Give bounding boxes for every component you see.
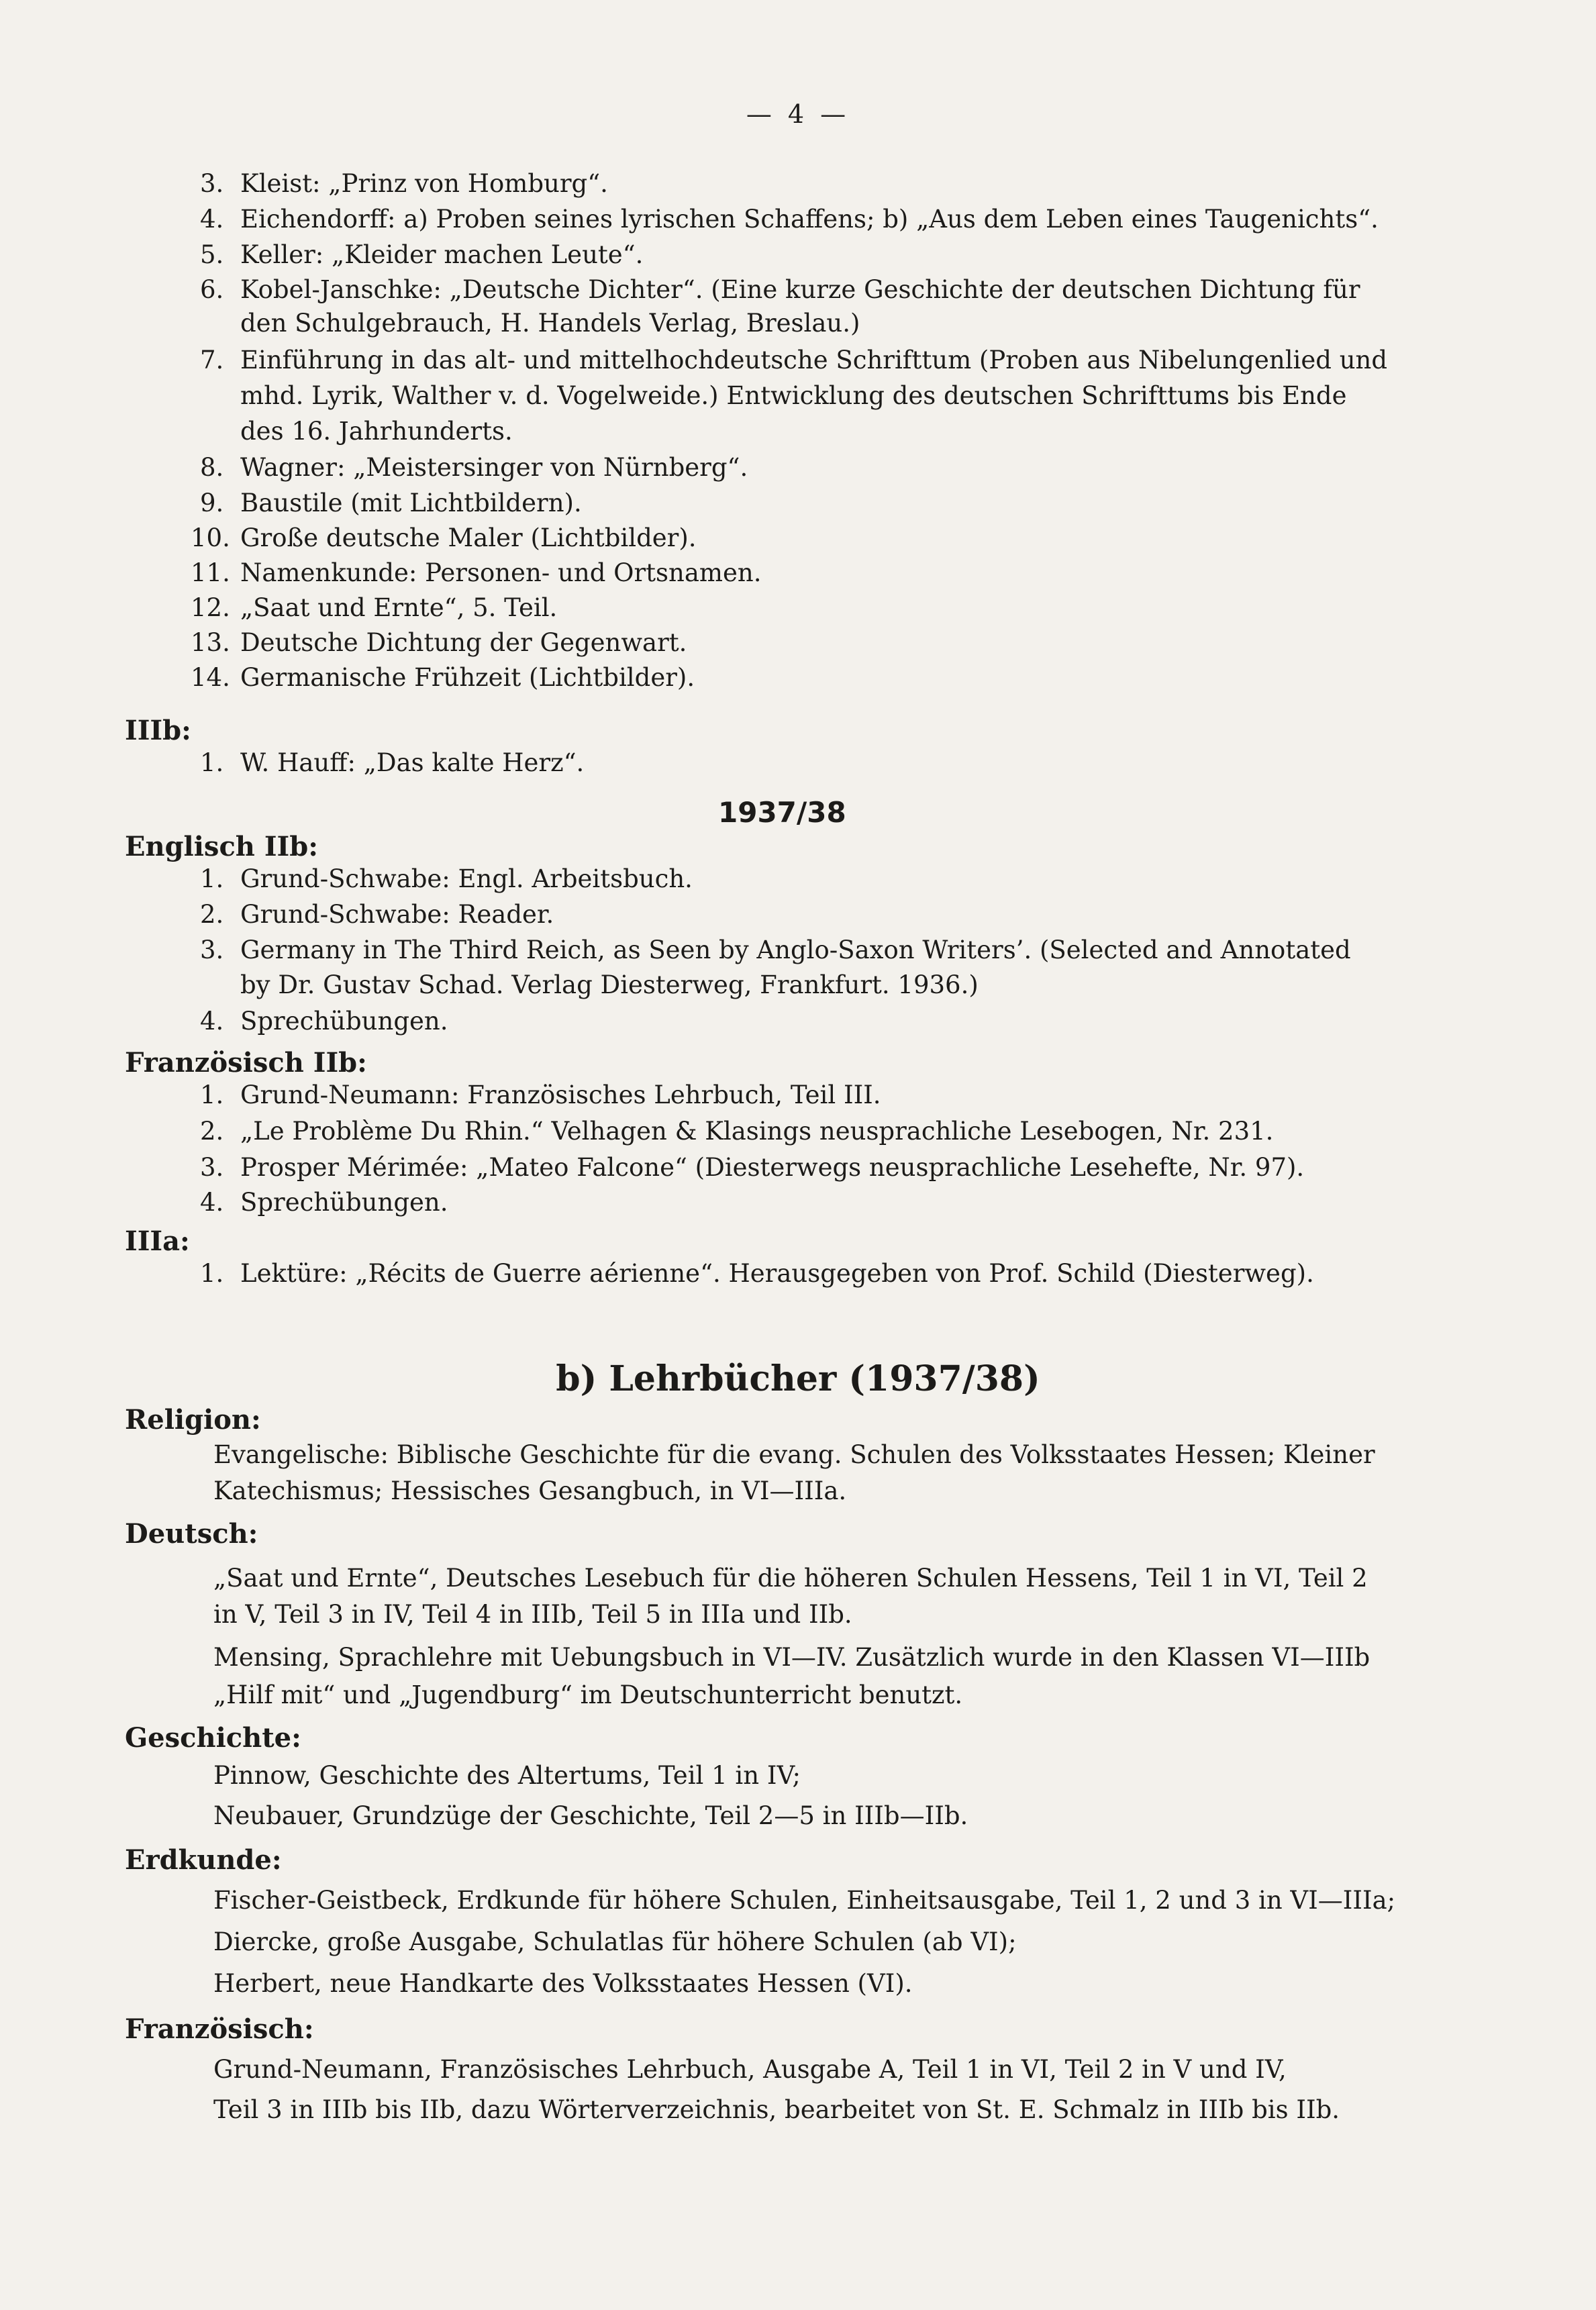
year-heading: 1937/38 bbox=[718, 796, 846, 829]
list-item-text: Grund-Schwabe: Reader. bbox=[240, 900, 554, 929]
list-item-number: 2. bbox=[200, 900, 224, 929]
list-item-number: 12. bbox=[191, 593, 230, 622]
list-item-text: Baustile (mit Lichtbildern). bbox=[240, 489, 582, 517]
list-item-text: „Saat und Ernte“, 5. Teil. bbox=[240, 593, 558, 622]
subject-text: Neubauer, Grundzüge der Geschichte, Teil 2—5 in IIIb—IIb. bbox=[213, 1801, 968, 1830]
subject-text: Pinnow, Geschichte des Altertums, Teil 1 in IV; bbox=[213, 1761, 801, 1790]
list-item-text: den Schulgebrauch, H. Handels Verlag, Breslau.) bbox=[240, 309, 860, 338]
subject-heading-erdkunde: Erdkunde: bbox=[125, 1844, 282, 1876]
list-item-text: Prosper Mérimée: „Mateo Falcone“ (Diesterwegs neusprachliche Lesehefte, Nr. 97). bbox=[240, 1153, 1305, 1182]
list-item-number: 7. bbox=[200, 346, 224, 374]
list-item-number: 6. bbox=[200, 275, 224, 304]
page-number: — 4 — bbox=[746, 99, 850, 129]
list-item-number: 10. bbox=[191, 523, 230, 552]
list-item-number: 1. bbox=[200, 1259, 224, 1288]
list-item-number: 3. bbox=[200, 169, 224, 198]
subject-heading-franzoesisch: Französisch IIb: bbox=[125, 1047, 367, 1078]
list-item-text: Keller: „Kleider machen Leute“. bbox=[240, 240, 644, 269]
list-item-number: 13. bbox=[191, 628, 230, 657]
list-item-text: Deutsche Dichtung der Gegenwart. bbox=[240, 628, 687, 657]
list-item-text: by Dr. Gustav Schad. Verlag Diesterweg, Frankfurt. 1936.) bbox=[240, 970, 979, 999]
subject-text: Herbert, neue Handkarte des Volksstaates Hessen (VI). bbox=[213, 1969, 913, 1998]
subject-text: Teil 3 in IIIb bis IIb, dazu Wörterverzeichnis, bearbeitet von St. E. Schmalz in IIIb bis IIb. bbox=[213, 2095, 1340, 2124]
list-item-number: 9. bbox=[200, 489, 224, 517]
section-title: b) Lehrbücher (1937/38) bbox=[556, 1358, 1040, 1399]
list-item-number: 3. bbox=[200, 936, 224, 964]
class-heading-IIIb: IIIb: bbox=[125, 715, 191, 746]
list-item-text: Grund-Neumann: Französisches Lehrbuch, Teil III. bbox=[240, 1081, 881, 1109]
list-item-number: 5. bbox=[200, 240, 224, 269]
subject-text: „Hilf mit“ und „Jugendburg“ im Deutschunterricht benutzt. bbox=[213, 1680, 963, 1709]
list-item-text: mhd. Lyrik, Walther v. d. Vogelweide.) Entwicklung des deutschen Schrifttums bis Ende bbox=[240, 381, 1347, 410]
list-item-text: Lektüre: „Récits de Guerre aérienne“. Herausgegeben von Prof. Schild (Diesterweg). bbox=[240, 1259, 1314, 1288]
subject-text: in V, Teil 3 in IV, Teil 4 in IIIb, Teil 5 in IIIa und IIb. bbox=[213, 1600, 852, 1629]
list-item-number: 4. bbox=[200, 205, 224, 234]
list-item-text: Kleist: „Prinz von Homburg“. bbox=[240, 169, 608, 198]
list-item-text: Grund-Schwabe: Engl. Arbeitsbuch. bbox=[240, 864, 693, 893]
subject-text: Mensing, Sprachlehre mit Uebungsbuch in VI—IV. Zusätzlich wurde in den Klassen VI—IIIb bbox=[213, 1643, 1370, 1672]
list-item-text: „Le Problème Du Rhin.“ Velhagen & Klasings neusprachliche Lesebogen, Nr. 231. bbox=[240, 1117, 1274, 1146]
list-item-text: Sprechübungen. bbox=[240, 1188, 448, 1217]
list-item-number: 14. bbox=[191, 663, 230, 692]
list-item-number: 11. bbox=[191, 558, 230, 587]
list-item-text: Germanische Frühzeit (Lichtbilder). bbox=[240, 663, 695, 692]
subject-heading-geschichte: Geschichte: bbox=[125, 1722, 301, 1754]
list-item-number: 2. bbox=[200, 1117, 224, 1146]
list-item-text: Kobel-Janschke: „Deutsche Dichter“. (Eine kurze Geschichte der deutschen Dichtung für bbox=[240, 275, 1360, 304]
list-item-text: Sprechübungen. bbox=[240, 1007, 448, 1036]
list-item-number: 3. bbox=[200, 1153, 224, 1182]
list-item-text: Eichendorff: a) Proben seines lyrischen Schaffens; b) „Aus dem Leben eines Taugenichts“. bbox=[240, 205, 1379, 234]
subject-text: Fischer-Geistbeck, Erdkunde für höhere Schulen, Einheitsausgabe, Teil 1, 2 und 3 in VI—IIIa; bbox=[213, 1886, 1396, 1915]
list-item-text: Namenkunde: Personen- und Ortsnamen. bbox=[240, 558, 762, 587]
list-item-number: 1. bbox=[200, 864, 224, 893]
class-heading-IIIa: IIIa: bbox=[125, 1225, 190, 1257]
list-item-text: Germany in The Third Reich, as Seen by Anglo-Saxon Writers’. (Selected and Annotated bbox=[240, 936, 1351, 964]
list-item-number: 1. bbox=[200, 1081, 224, 1109]
subject-text: „Saat und Ernte“, Deutsches Lesebuch für die höheren Schulen Hessens, Teil 1 in VI, Teil 2 bbox=[213, 1564, 1368, 1593]
subject-text: Evangelische: Biblische Geschichte für die evang. Schulen des Volksstaates Hessen; Kleiner bbox=[213, 1440, 1375, 1469]
list-item-number: 4. bbox=[200, 1188, 224, 1217]
subject-text: Diercke, große Ausgabe, Schulatlas für höhere Schulen (ab VI); bbox=[213, 1927, 1017, 1956]
subject-heading-deutsch: Deutsch: bbox=[125, 1518, 258, 1550]
subject-text: Grund-Neumann, Französisches Lehrbuch, Ausgabe A, Teil 1 in VI, Teil 2 in V und IV, bbox=[213, 2055, 1287, 2084]
list-item-text: Einführung in das alt- und mittelhochdeutsche Schrifttum (Proben aus Nibelungenlied und bbox=[240, 346, 1388, 374]
list-item-text: W. Hauff: „Das kalte Herz“. bbox=[240, 748, 585, 777]
subject-heading-englisch: Englisch IIb: bbox=[125, 831, 318, 862]
list-item-number: 1. bbox=[200, 748, 224, 777]
subject-heading-franzoesisch-lehrbuch: Französisch: bbox=[125, 2013, 314, 2045]
list-item-number: 4. bbox=[200, 1007, 224, 1036]
list-item-text: Große deutsche Maler (Lichtbilder). bbox=[240, 523, 697, 552]
list-item-number: 8. bbox=[200, 453, 224, 482]
subject-text: Katechismus; Hessisches Gesangbuch, in VI—IIIa. bbox=[213, 1476, 847, 1505]
list-item-text: Wagner: „Meistersinger von Nürnberg“. bbox=[240, 453, 748, 482]
list-item-text: des 16. Jahrhunderts. bbox=[240, 417, 513, 446]
subject-heading-religion: Religion: bbox=[125, 1404, 261, 1436]
